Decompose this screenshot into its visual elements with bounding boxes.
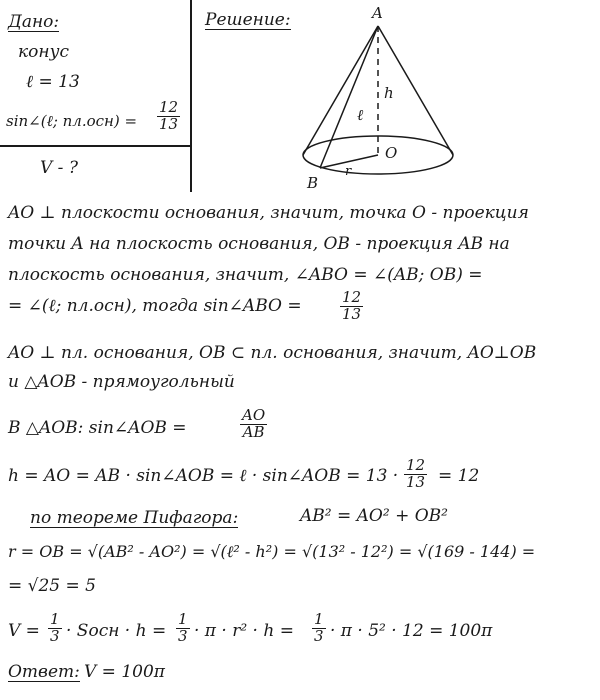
label-r: r <box>345 164 352 179</box>
fraction-numerator: 1 <box>178 610 188 628</box>
height-fraction <box>404 458 427 491</box>
solution-line-2: точки A на плоскость основания, OB - проекция AB на <box>8 234 510 254</box>
sin-aob-fraction <box>240 408 267 441</box>
solution-line-1: AO ⊥ плоскости основания, значит, точка O - проекция <box>8 203 529 223</box>
given-divider-horizontal <box>0 145 190 147</box>
cone-side-left <box>303 26 378 155</box>
fraction-numerator: 12 <box>406 456 426 474</box>
volume-formula-mid1: · Sосн · h = <box>66 621 167 641</box>
solution-line-3: плоскость основания, значит, ∠ABO = ∠(AB; OB) = <box>8 265 483 285</box>
one-third-fraction-3 <box>312 612 326 645</box>
given-slant-height: ℓ = 13 <box>26 72 80 92</box>
given-sine-fraction <box>157 100 180 133</box>
fraction-denominator: 3 <box>178 626 188 645</box>
fraction-denominator: 13 <box>342 304 362 323</box>
cone-base-ellipse <box>303 136 453 174</box>
fraction-denominator: AB <box>242 422 265 441</box>
label-O: O <box>385 144 398 162</box>
given-sine-condition: sin∠(ℓ; пл.осн) = <box>6 112 138 130</box>
solution-line-11: = √25 = 5 <box>8 576 96 596</box>
label-A: A <box>372 4 383 22</box>
volume-formula-end: · π · 5² · 12 = 100π <box>330 621 493 641</box>
radius-OB <box>320 155 378 168</box>
given-divider-vertical <box>190 0 192 192</box>
solution-line-7: В △AOB: sin∠AOB = <box>8 418 187 438</box>
fraction-numerator: 12 <box>159 98 179 116</box>
fraction-denominator: 3 <box>50 626 60 645</box>
slant-line-AB <box>320 26 378 168</box>
label-l: ℓ <box>357 106 364 124</box>
fraction-numerator: AO <box>242 406 266 424</box>
solution-line-4: = ∠(ℓ; пл.осн), тогда sin∠ABO = <box>8 296 302 316</box>
pythagoras-label: по теореме Пифагора: <box>30 508 239 528</box>
answer-value: V = 100π <box>84 662 165 682</box>
one-third-fraction-1 <box>48 612 62 645</box>
fraction-denominator: 13 <box>159 114 179 133</box>
given-title: Дано: <box>8 12 60 32</box>
cone-side-right <box>378 26 453 155</box>
solution-title: Решение: <box>205 10 291 30</box>
solution-line-8: h = AO = AB · sin∠AOB = ℓ · sin∠AOB = 13 · <box>8 466 399 486</box>
volume-formula-start: V = <box>8 621 40 641</box>
solution-line-6: и △AOB - прямоугольный <box>8 372 235 392</box>
label-B: B <box>307 174 319 192</box>
given-cone: конус <box>18 42 69 62</box>
height-result: = 12 <box>438 466 480 486</box>
fraction-denominator: 3 <box>314 626 324 645</box>
volume-formula-mid2: · π · r² · h = <box>194 621 294 641</box>
fraction-numerator: 12 <box>342 288 362 306</box>
fraction-numerator: 1 <box>50 610 60 628</box>
answer-label: Ответ: <box>8 662 80 682</box>
fraction-numerator: 1 <box>314 610 324 628</box>
one-third-fraction-2 <box>176 612 190 645</box>
solution-line-10: r = OB = √(AB² - AO²) = √(ℓ² - h²) = √(13² - 12²) = √(169 - 144) = <box>8 542 536 561</box>
label-h: h <box>384 84 394 102</box>
sin-abo-fraction <box>340 290 363 323</box>
pythagoras-formula: AB² = AO² + OB² <box>300 506 448 526</box>
fraction-denominator: 13 <box>406 472 426 491</box>
solution-line-5: AO ⊥ пл. основания, OB ⊂ пл. основания, значит, AO⊥OB <box>8 343 537 363</box>
find-volume: V - ? <box>40 158 78 178</box>
